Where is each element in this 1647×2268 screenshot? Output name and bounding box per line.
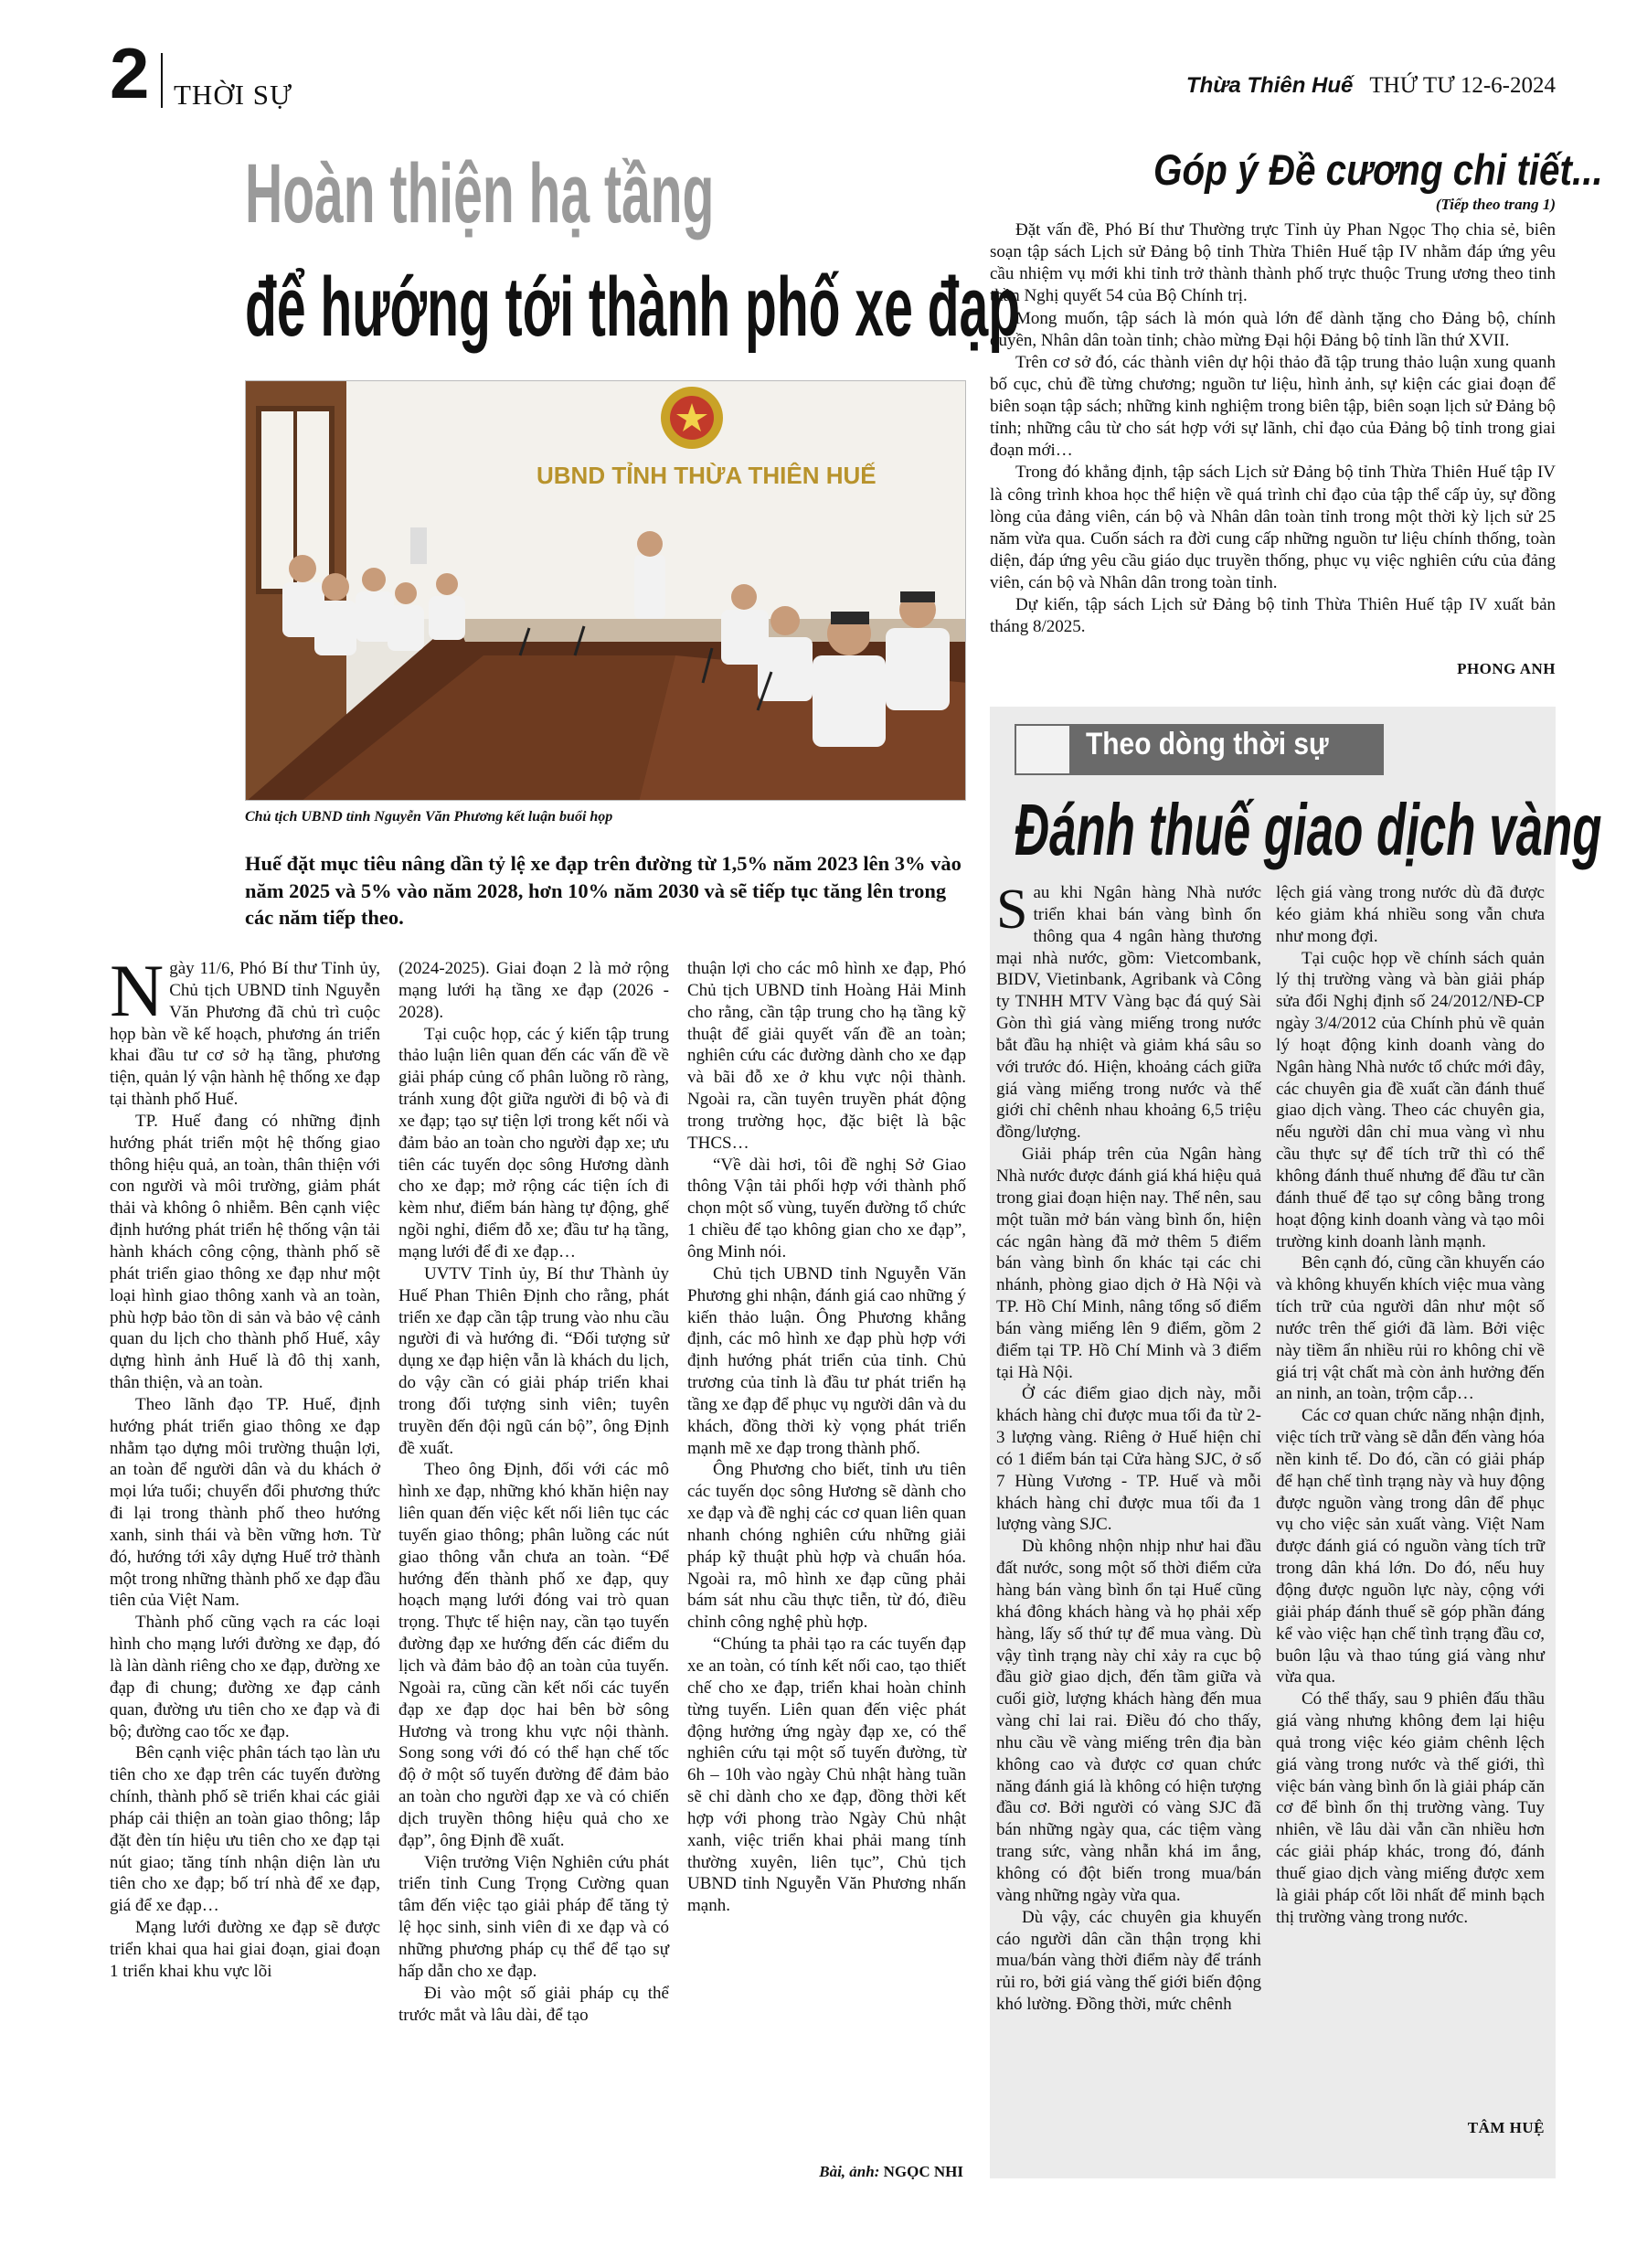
article-paragraph: Tại cuộc họp về chính sách quản lý thị trường vàng và bàn giải pháp sửa đổi Nghị định số 24/2012/NĐ-CP ngày 3/4/2012 của Chính phủ về quản lý hoạt động kinh doanh vàng do Ngân hàng Nhà nước tổ chức mới đây, các chuyên gia đề xuất cần đánh thuế giao dịch vàng. Theo các chuyên gia, nếu người dân chỉ mua vàng vì nhu cầu thực sự để tích trữ thì có thể không đánh thuế nhưng để đầu tư cần đánh thuế để tạo sự công bằng trong hoạt động kinh doanh vàng và tạo môi trường kinh doanh lành mạnh. — [1276, 948, 1545, 1251]
article-paragraph: Các cơ quan chức năng nhận định, việc tích trữ vàng sẽ dẫn đến vàng hóa nền kinh tế. Do đó, cần có giải pháp để hạn chế tình trạng này và huy động được nguồn vàng trong dân để phục vụ cho việc sản xuất vàng. Việt Nam được đánh giá có nguồn vàng tích trữ trong dân khá lớn. Do đó, nếu huy động được nguồn lực này, cộng với giải pháp đánh thuế sẽ góp phần đáng kể vào việc hạn chế tình trạng đầu cơ, buôn lậu và thao túng giá vàng như vừa qua. — [1276, 1406, 1545, 1688]
article-paragraph: Bên cạnh đó, cũng cần khuyến cáo và không khuyến khích việc mua vàng tích trữ của người dân như một số nước trên thế giới đã làm. Bởi việc này tiềm ẩn nhiều rủi ro không chỉ về giá trị vật chất mà còn ảnh hưởng đến an ninh, an toàn, trộm cắp… — [1276, 1253, 1545, 1404]
article-paragraph: Theo lãnh đạo TP. Huế, định hướng phát triển giao thông xe đạp nhằm tạo dựng môi trường thuận lợi, an toàn để người dân và du khách ở mọi lứa tuổi; chuyển đổi phương thức đi lại trong thành phố theo hướng xanh, sinh thái và bền vững hơn. Từ đó, hướng tới xây dựng Huế trở thành một trong những thành phố xe đạp đầu tiên của Việt Nam. — [110, 1394, 380, 1611]
article-paragraph: Tại cuộc họp, các ý kiến tập trung thảo luận liên quan đến các vấn đề về giải pháp củng cố phân luồng rõ ràng, tránh xung đột giữa người đi bộ và đi xe đạp; tạo sự tiện lợi trong kết nối và đảm bảo an toàn cho người đạp xe; ưu tiên các tuyến dọc sông Hương dành cho xe đạp; mở rộng các tiện ích đi kèm như, điểm bán hàng tự động, ghế ngồi nghỉ, điểm đỗ xe; đầu tư hạ tầng, mạng lưới để đi xe đạp… — [398, 1024, 669, 1262]
headline-line-2: để hướng tới thành phố xe đạp — [245, 261, 1021, 354]
article-paragraph: Trong đó khẳng định, tập sách Lịch sử Đảng bộ tỉnh Thừa Thiên Huế tập IV là công trình khoa học thể hiện về quá trình chỉ đạo của tập thể cấp ủy, sự đồng lòng của đảng viên, cán bộ và Nhân dân toàn tỉnh trong một thời kỳ lịch sử 25 năm vừa qua. Cuốn sách ra đời cung cấp những nguồn tư liệu chính thống, toàn diện, đáp ứng yêu cầu giáo dục truyền thống, phục vụ việc nghiên cứu của đảng viên, cán bộ và Nhân dân trong toàn tỉnh. — [990, 463, 1556, 592]
side-article-title: Góp ý Đề cương chi tiết... — [1153, 145, 1603, 194]
side-article-signature: PHONG ANH — [1457, 660, 1556, 677]
commentary-signature: TÂM HUỆ — [1467, 2119, 1545, 2136]
article-paragraph: Giải pháp trên của Ngân hàng Nhà nước được đánh giá khá hiệu quả trong giai đoạn hiện nay. Thế nên, sau một tuần mở bán vàng bình ổn, hiện các ngân hàng đã mở thêm 5 điểm bán vàng bình ổn khác tại các chi nhánh, phòng giao dịch ở Hà Nội và TP. Hồ Chí Minh, nâng tổng số điểm bán vàng miếng lên 9 điểm, gồm 2 điểm tại TP. Hồ Chí Minh và 3 điểm tại Hà Nội. — [996, 1145, 1261, 1382]
rubric-tag-marker — [1015, 724, 1071, 775]
article-paragraph: Ở các điểm giao dịch này, mỗi khách hàng chỉ được mua tối đa từ 2-3 lượng vàng. Riêng ở Huế hiện chỉ có 1 điểm bán tại Cửa hàng SJC, ở số 7 Hùng Vương - TP. Huế và mỗi khách hàng chỉ được mua tối đa 1 lượng vàng SJC. — [996, 1384, 1261, 1535]
meeting-photo — [245, 380, 966, 801]
byline-author: NGỌC NHI — [883, 2163, 963, 2180]
article-paragraph: Sau khi Ngân hàng Nhà nước triển khai bán vàng bình ổn thông qua 4 ngân hàng thương mại nhà nước, gồm: Vietcombank, BIDV, Vietinbank, Agribank và Công ty TNHH MTV Vàng bạc đá quý Sài Gòn thì giá vàng miếng trong nước bắt đầu hạ nhiệt và giảm khá sâu so với trước đó. Hiện, khoảng cách giữa giá vàng miếng trong nước và thế giới chỉ chênh nhau khoảng 6,5 triệu đồng/lượng. — [996, 878, 1261, 1143]
article-paragraph: Bên cạnh việc phân tách tạo làn ưu tiên cho xe đạp trên các tuyến đường chính, thành phố sẽ triển khai các giải pháp cải thiện an toàn giao thông; lắp đặt đèn tín hiệu ưu tiên cho xe đạp tại nút giao; tăng tính nhận diện làn ưu tiên cho xe đạp; bố trí nhà để xe đạp, giá để xe đạp… — [110, 1743, 380, 1916]
article-paragraph: Dù không nhộn nhịp như hai đầu đất nước, song một số thời điểm cửa hàng bán vàng bình ổn tại Huế cũng khá đông khách hàng và họ phải xếp hàng, lấy số thứ tự để mua vàng. Dù vậy tình trạng này chỉ xảy ra cục bộ đầu giờ giao dịch, đến tầm giữa và cuối giờ, lượng khách hàng đến mua vàng chỉ lai rai. Điều đó cho thấy, nhu cầu về vàng miếng trên địa bàn không cao và được cơ quan chức năng đánh giá là không có hiện tượng đầu cơ. Bởi người có vàng SJC đã bán những ngày qua, các tiệm vàng trang sức, vàng nhẫn khá im ắng, không có đột biến trong mua/bán vàng những ngày vừa qua. — [996, 1537, 1261, 1905]
article-paragraph: Dự kiến, tập sách Lịch sử Đảng bộ tỉnh Thừa Thiên Huế tập IV xuất bản tháng 8/2025. — [990, 595, 1556, 637]
paper-name: Thừa Thiên Huế — [1185, 73, 1354, 98]
article-paragraph: Ngày 11/6, Phó Bí thư Tỉnh ủy, Chủ tịch UBND tỉnh Nguyễn Văn Phương đã chủ trì cuộc họp bàn về kế hoạch, phương án triển khai đầu tư cơ sở hạ tầng, phương tiện, quản lý vận hành hệ thống xe đạp tại thành phố Huế. — [110, 949, 380, 1110]
article-paragraph: lệch giá vàng trong nước dù đã được kéo giảm khá nhiều song vẫn chưa như mong đợi. — [1276, 883, 1545, 946]
headline-line-1: Hoàn thiện hạ tầng — [245, 147, 715, 240]
article-column-3 — [687, 958, 966, 1917]
article-paragraph: TP. Huế đang có những định hướng phát triển một hệ thống giao thông hiệu quả, an toàn, thân thiện với con người và môi trường, giảm phát thải và không ô nhiễm. Bên cạnh việc định hướng phát triển hệ thống vận tải hành khách công cộng, thành phố sẽ phát triển giao thông xe đạp như một loại hình giao thông xanh và an toàn, phù hợp bảo tồn di sản và bảo vệ cảnh quan du lịch cho thành phố Huế, xây dựng hình ảnh Huế là đô thị xanh, thân thiện, và an toàn. — [110, 1111, 380, 1393]
side-article-body — [990, 219, 1556, 638]
section-name: THỜI SỰ — [174, 79, 293, 111]
article-paragraph: Mong muốn, tập sách là món quà lớn để dành tặng cho Đảng bộ, chính quyền, Nhân dân toàn tỉnh; chào mừng Đại hội Đảng bộ tỉnh lần thứ XVII. — [990, 308, 1556, 350]
article-paragraph: UVTV Tỉnh ủy, Bí thư Thành ủy Huế Phan Thiên Định cho rằng, phát triển xe đạp cần tập trung vào nhu cầu người đi và hướng đi. “Đối tượng sử dụng xe đạp hiện vẫn là khách du lịch, do vậy cần có giải pháp triển khai trong đối tượng sinh viên; tuyên truyền đến đội ngũ cán bộ”, ông Định đề xuất. — [398, 1263, 669, 1458]
article-paragraph: (2024-2025). Giai đoạn 2 là mở rộng mạng lưới hạ tầng xe đạp (2026 - 2028). — [398, 959, 669, 1022]
article-paragraph: thuận lợi cho các mô hình xe đạp, Phó Chủ tịch UBND tỉnh Hoàng Hải Minh cho rằng, cần tập trung cho hạ tầng kỹ thuật để giải quyết vấn đề an toàn; nghiên cứu các đường dành cho xe đạp và bãi đỗ xe ở khu vực nội thành. Ngoài ra, cần tuyên truyền phát động trong trường học, đặc biệt là bậc THCS… — [687, 959, 966, 1153]
lead-paragraph: Huế đặt mục tiêu nâng dần tỷ lệ xe đạp trên đường từ 1,5% năm 2023 lên 3% vào năm 2025 và 5% vào năm 2028, hơn 10% năm 2030 và sẽ tiếp tục tăng lên trong các năm tiếp theo. — [245, 852, 962, 930]
article-paragraph: Trên cơ sở đó, các thành viên dự hội thảo đã tập trung thảo luận xung quanh bố cục, chủ đề từng chương; nguồn tư liệu, hình ảnh, sự kiện các giai đoạn để biên soạn tập sách; những kinh nghiệm trong biên tập, biên soạn lịch sử Đảng bộ tỉnh; những câu từ cho sát hợp với sự lãnh, chỉ đạo của Đảng bộ tỉnh trong giai đoạn mới… — [990, 352, 1556, 461]
article-paragraph: Theo ông Định, đối với các mô hình xe đạp, những khó khăn hiện nay liên quan đến việc kết nối liên tục các tuyến giao thông; phân luồng các nút giao thông vẫn chưa an toàn. “Để hướng đến thành phố xe đạp, quy hoạch mạng lưới đóng vai trò quan trọng. Thực tế hiện nay, cần tạo tuyến đường đạp xe hướng đến các điểm du lịch và đảm bảo độ an toàn của tuyến. Ngoài ra, cũng cần kết nối các tuyến đạp xe đạp dọc hai bên bờ sông Hương và trong khu vực nội thành. Song song với đó có thể hạn chế tốc độ ở một số tuyến đường để đảm bảo an toàn cho người đạp xe và có chiến dịch truyền thông hiệu quả cho xe đạp”, ông Định đề xuất. — [398, 1460, 669, 1850]
article-paragraph: Dù vậy, các chuyên gia khuyến cáo người dân cần thận trọng khi mua/bán vàng thời điểm này để tránh rủi ro, bởi giá vàng thế giới biến động khó lường. Đồng thời, mức chênh — [996, 1907, 1261, 2015]
photo-sign: UBND TỈNH THỪA THIÊN HUẾ — [537, 462, 877, 489]
article-paragraph: Đặt vấn đề, Phó Bí thư Thường trực Tỉnh ủy Phan Ngọc Thọ chia sẻ, biên soạn tập sách Lịch sử Đảng bộ tỉnh Thừa Thiên Huế tập IV nhằm đáp ứng yêu cầu nhiệm vụ mới khi tỉnh trở thành thành phố trực thuộc Trung ương theo tinh thần Nghị quyết 54 của Bộ Chính trị. — [990, 220, 1556, 306]
commentary-column-2 — [1276, 882, 1545, 1929]
article-paragraph: Có thể thấy, sau 9 phiên đấu thầu giá vàng nhưng không đem lại hiệu quả trong việc kéo giảm chênh lệch giá vàng trong nước và thế giới, thì việc bán vàng bình ổn là giải pháp căn cơ để bình ổn thị trường vàng. Tuy nhiên, về lâu dài vẫn cần nhiều hơn các giải pháp khác, trong đó, đánh thuế giao dịch vàng miếng được xem là giải pháp cốt lõi nhất để minh bạch thị trường vàng trong nước. — [1276, 1689, 1545, 1927]
article-paragraph: Thành phố cũng vạch ra các loại hình cho mạng lưới đường xe đạp, đó là làn dành riêng cho xe đạp, đường xe đạp đi chung; đường xe đạp cảnh quan, đường ưu tiên cho xe đạp và đi bộ; đường cao tốc xe đạp. — [110, 1613, 380, 1741]
commentary-title: Đánh thuế giao dịch vàng — [1015, 789, 1602, 870]
article-paragraph: “Về dài hơi, tôi đề nghị Sở Giao thông Vận tải phối hợp với thành phố chọn một số vùng, tuyến đường tổ chức 1 chiều để tạo không gian cho xe đạp”, ông Minh nói. — [687, 1155, 966, 1262]
photo-caption: Chủ tịch UBND tỉnh Nguyễn Văn Phương kết luận buổi họp — [245, 809, 613, 825]
dropcap: N — [110, 949, 165, 1032]
byline-label: Bài, ảnh: — [819, 2163, 880, 2180]
continued-note: (Tiếp theo trang 1) — [1435, 196, 1556, 213]
article-paragraph: Viện trưởng Viện Nghiên cứu phát triển tỉnh Cung Trọng Cường quan tâm đến việc tạo giải pháp để tăng tỷ lệ học sinh, sinh viên đi xe đạp và có những phương pháp cụ thể để tạo sự hấp dẫn cho xe đạp. — [398, 1852, 669, 1981]
commentary-column-1 — [996, 878, 1261, 2016]
article-paragraph: “Chúng ta phải tạo ra các tuyến đạp xe an toàn, có tính kết nối cao, tạo thiết chế cho xe đạp, triển khai hoàn chỉnh từng tuyến. Liên quan đến việc phát động hưởng ứng ngày đạp xe, có thể nghiên cứu tại một số tuyến đường, từ 6h – 10h vào ngày Chủ nhật hàng tuần sẽ chỉ dành cho xe đạp, đồng thời kết hợp với phong trào Ngày Chủ nhật xanh, việc triển khai phải mang tính thường xuyên, liên tục”, Chủ tịch UBND tỉnh Nguyễn Văn Phương nhấn mạnh. — [687, 1634, 966, 1916]
issue-date: THỨ TƯ 12-6-2024 — [1369, 73, 1556, 98]
header-divider — [161, 53, 163, 108]
dropcap: S — [996, 878, 1028, 941]
masthead-right — [1186, 73, 1556, 99]
article-column-1 — [110, 949, 380, 1983]
rubric-tag-label: Theo dòng thời sự — [1086, 727, 1329, 761]
article-paragraph: Ông Phương cho biết, tỉnh ưu tiên các tuyến dọc sông Hương sẽ dành cho xe đạp và đề nghị các cơ quan liên quan nhanh chóng nghiên cứu những giải pháp kỹ thuật phù hợp và chuẩn hóa. Ngoài ra, mô hình xe đạp cũng phải bám sát nhu cầu thực tiễn, từ đó, điều chỉnh công nghệ phù hợp. — [687, 1460, 966, 1633]
article-column-2 — [398, 958, 669, 2026]
article-paragraph: Mạng lưới đường xe đạp sẽ được triển khai qua hai giai đoạn, giai đoạn 1 triển khai khu vực lõi — [110, 1918, 380, 1981]
byline — [819, 2163, 963, 2181]
article-paragraph: Đi vào một số giải pháp cụ thể trước mắt và lâu dài, để tạo — [398, 1983, 669, 2025]
page-number: 2 — [110, 33, 150, 113]
article-paragraph: Chủ tịch UBND tỉnh Nguyễn Văn Phương ghi nhận, đánh giá cao những ý kiến thảo luận. Ông Phương khẳng định, các mô hình xe đạp phù hợp với định hướng phát triển của tỉnh. Chủ trương của tỉnh là đầu tư phát triển hạ tầng xe đạp để phục vụ người dân và du khách, đồng thời kỳ vọng phát triển mạnh mẽ xe đạp trong thành phố. — [687, 1263, 966, 1458]
